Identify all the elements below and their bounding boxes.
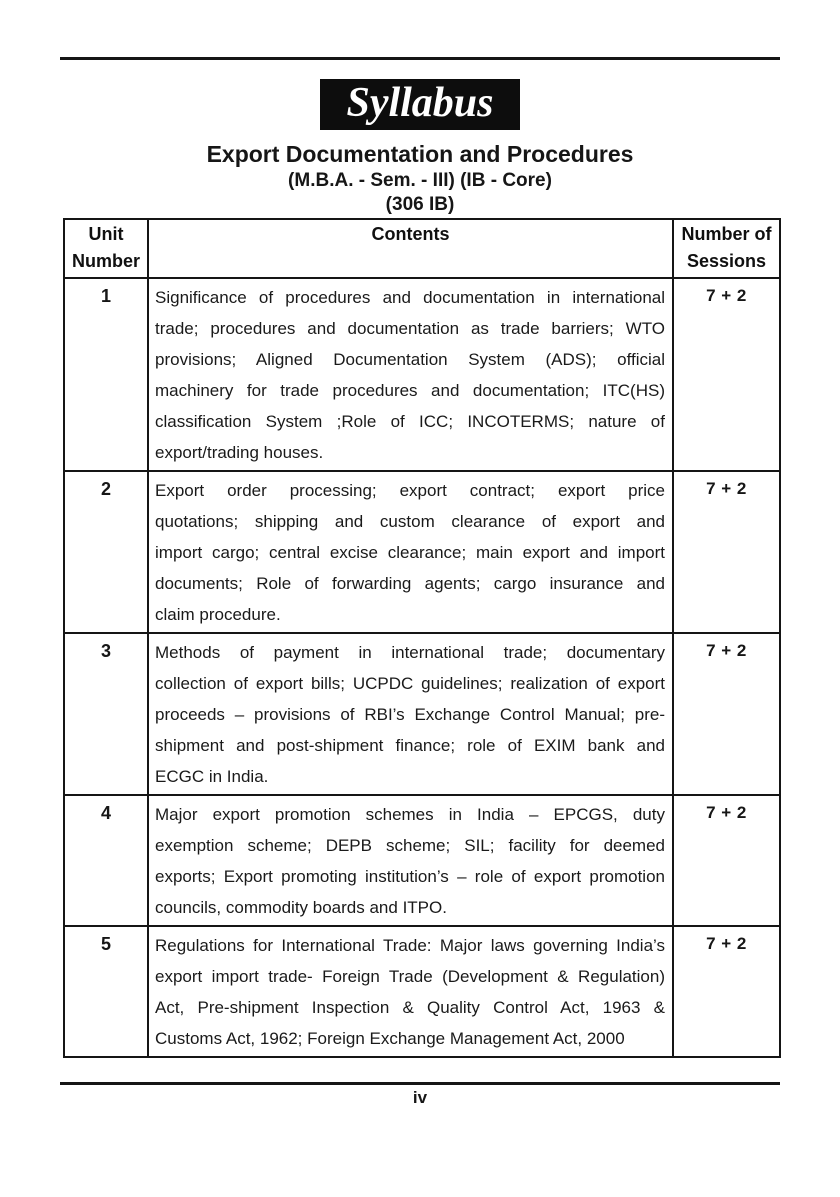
content-line: ECGC in India.	[155, 767, 269, 786]
header-contents: Contents	[148, 219, 673, 278]
content-line: Act, Pre-shipment Inspection & Quality Control Act, 1963 &	[155, 998, 665, 1017]
content-line: machinery for trade procedures and documentation; ITC(HS)	[155, 381, 665, 400]
unit-number-cell: 1	[64, 278, 148, 471]
table-row	[64, 926, 780, 1057]
content-line: exemption scheme; DEPB scheme; SIL; facility for deemed	[155, 836, 665, 855]
contents-cell	[148, 633, 673, 795]
unit-number-cell: 3	[64, 633, 148, 795]
unit-number-cell: 4	[64, 795, 148, 926]
sessions-cell: 7 + 2	[673, 278, 780, 471]
content-line: Customs Act, 1962; Foreign Exchange Management Act, 2000	[155, 1029, 625, 1048]
course-meta: (M.B.A. - Sem. - III) (IB - Core)	[288, 170, 552, 191]
content-line: Export order processing; export contract; export price	[155, 481, 665, 500]
sessions-cell: 7 + 2	[673, 471, 780, 633]
top-rule	[60, 57, 780, 60]
page-number: iv	[412, 1088, 428, 1107]
table-row	[64, 795, 780, 926]
syllabus-table	[63, 218, 781, 1058]
contents-cell	[148, 278, 673, 471]
header-number-of-sessions: Number of Sessions	[673, 219, 780, 278]
footer-rule	[60, 1082, 780, 1085]
contents-cell	[148, 471, 673, 633]
table-header-row	[64, 219, 780, 278]
sessions-cell: 7 + 2	[673, 926, 780, 1057]
syllabus-banner	[320, 79, 520, 130]
syllabus-banner-label: Syllabus	[346, 80, 494, 126]
content-line: Major export promotion schemes in India – EPCGS, duty	[155, 805, 665, 824]
table-row	[64, 471, 780, 633]
banner-row	[0, 79, 840, 130]
content-line: councils, commodity boards and ITPO.	[155, 898, 447, 917]
content-line: collection of export bills; UCPDC guidelines; realization of export	[155, 674, 665, 693]
contents-cell	[148, 926, 673, 1057]
content-line: import cargo; central excise clearance; main export and import	[155, 543, 665, 562]
content-line: shipment and post-shipment finance; role of EXIM bank and	[155, 736, 665, 755]
unit-number-cell: 5	[64, 926, 148, 1057]
sessions-cell: 7 + 2	[673, 633, 780, 795]
syllabus-page	[0, 57, 840, 1197]
course-code: (306 IB)	[385, 194, 455, 215]
content-line: export import trade- Foreign Trade (Development & Regulation)	[155, 967, 665, 986]
content-line: provisions; Aligned Documentation System (ADS); official	[155, 350, 665, 369]
content-line: proceeds – provisions of RBI’s Exchange Control Manual; pre-	[155, 705, 665, 724]
header-unit-number: Unit Number	[64, 219, 148, 278]
content-line: trade; procedures and documentation as trade barriers; WTO	[155, 319, 665, 338]
sessions-cell: 7 + 2	[673, 795, 780, 926]
content-line: documents; Role of forwarding agents; cargo insurance and	[155, 574, 665, 593]
contents-cell	[148, 795, 673, 926]
content-line: exports; Export promoting institution’s – role of export promotion	[155, 867, 665, 886]
content-line: Significance of procedures and documentation in international	[155, 288, 665, 307]
content-line: classification System ;Role of ICC; INCOTERMS; nature of	[155, 412, 665, 431]
content-line: quotations; shipping and custom clearance of export and	[155, 512, 665, 531]
content-line: export/trading houses.	[155, 443, 324, 462]
course-title: Export Documentation and Procedures	[206, 141, 634, 167]
content-line: Regulations for International Trade: Major laws governing India’s	[155, 936, 665, 955]
unit-number-cell: 2	[64, 471, 148, 633]
table-row	[64, 633, 780, 795]
content-line: Methods of payment in international trade; documentary	[155, 643, 665, 662]
content-line: claim procedure.	[155, 605, 281, 624]
table-row	[64, 278, 780, 471]
